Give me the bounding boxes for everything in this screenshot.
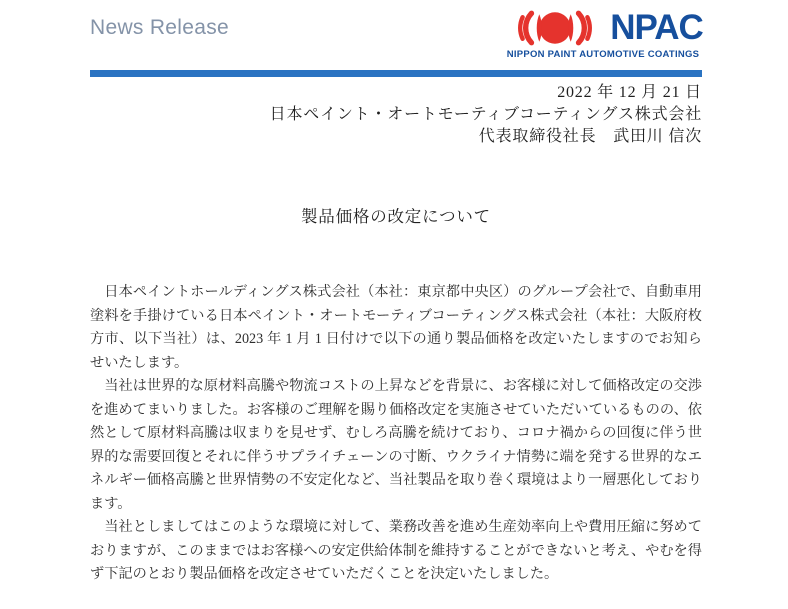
release-date: 2022 年 12 月 21 日: [557, 84, 702, 101]
signatory-line: 代表取締役社長 武田川 信次: [478, 128, 702, 145]
npac-logo-tagline: NIPPON PAINT AUTOMOTIVE COATINGS: [506, 49, 700, 60]
body-paragraph-1: 日本ペイントホールディングス株式会社（本社：東京都中央区）のグループ会社で、自動車用塗料を手掛けている日本ペイント・オートモーティブコーティングス株式会社（本社：大阪府枚方市、以下当社）は、2023 年 1 月 1 日付けで以下の通り製品価格を改定いたしますのでお知らせいたします。: [90, 284, 702, 371]
npac-logo-top-row: [503, 9, 703, 47]
release-body: [90, 281, 702, 587]
release-meta-block: [90, 82, 702, 148]
npac-logo-acronym: NPAC: [610, 8, 703, 47]
header-divider-bar: [90, 70, 702, 77]
company-name: 日本ペイント・オートモーティブコーティングス株式会社: [269, 106, 702, 123]
body-paragraph-3: 当社としましてはこのような環境に対して、業務改善を進め生産効率向上や費用圧縮に努めておりますが、このままではお客様への安定供給体制を維持することができないと考え、やむを得ず下記のとおり製品価格を改定させていただくことを決定いたしました。: [90, 519, 702, 582]
npac-logo: [502, 9, 704, 60]
release-title: 製品価格の改定について: [301, 207, 491, 226]
soundwave-circle-icon: [503, 9, 607, 47]
news-release-label: News Release: [90, 16, 229, 39]
body-paragraph-2: 当社は世界的な原材料高騰や物流コストの上昇などを背景に、お客様に対して価格改定の交渉を進めてまいりました。お客様のご理解を賜り価格改定を実施させていただいているものの、依然として原材料高騰は収まりを見せず、むしろ高騰を続けており、コロナ禍からの回復に伴う世界的な需要回復とそれに伴うサプライチェーンの寸断、ウクライナ情勢に端を発する世界的なエネルギー価格高騰と世界情勢の不安定化など、当社製品を取り巻く環境はより一層悪化しております。: [90, 378, 702, 512]
